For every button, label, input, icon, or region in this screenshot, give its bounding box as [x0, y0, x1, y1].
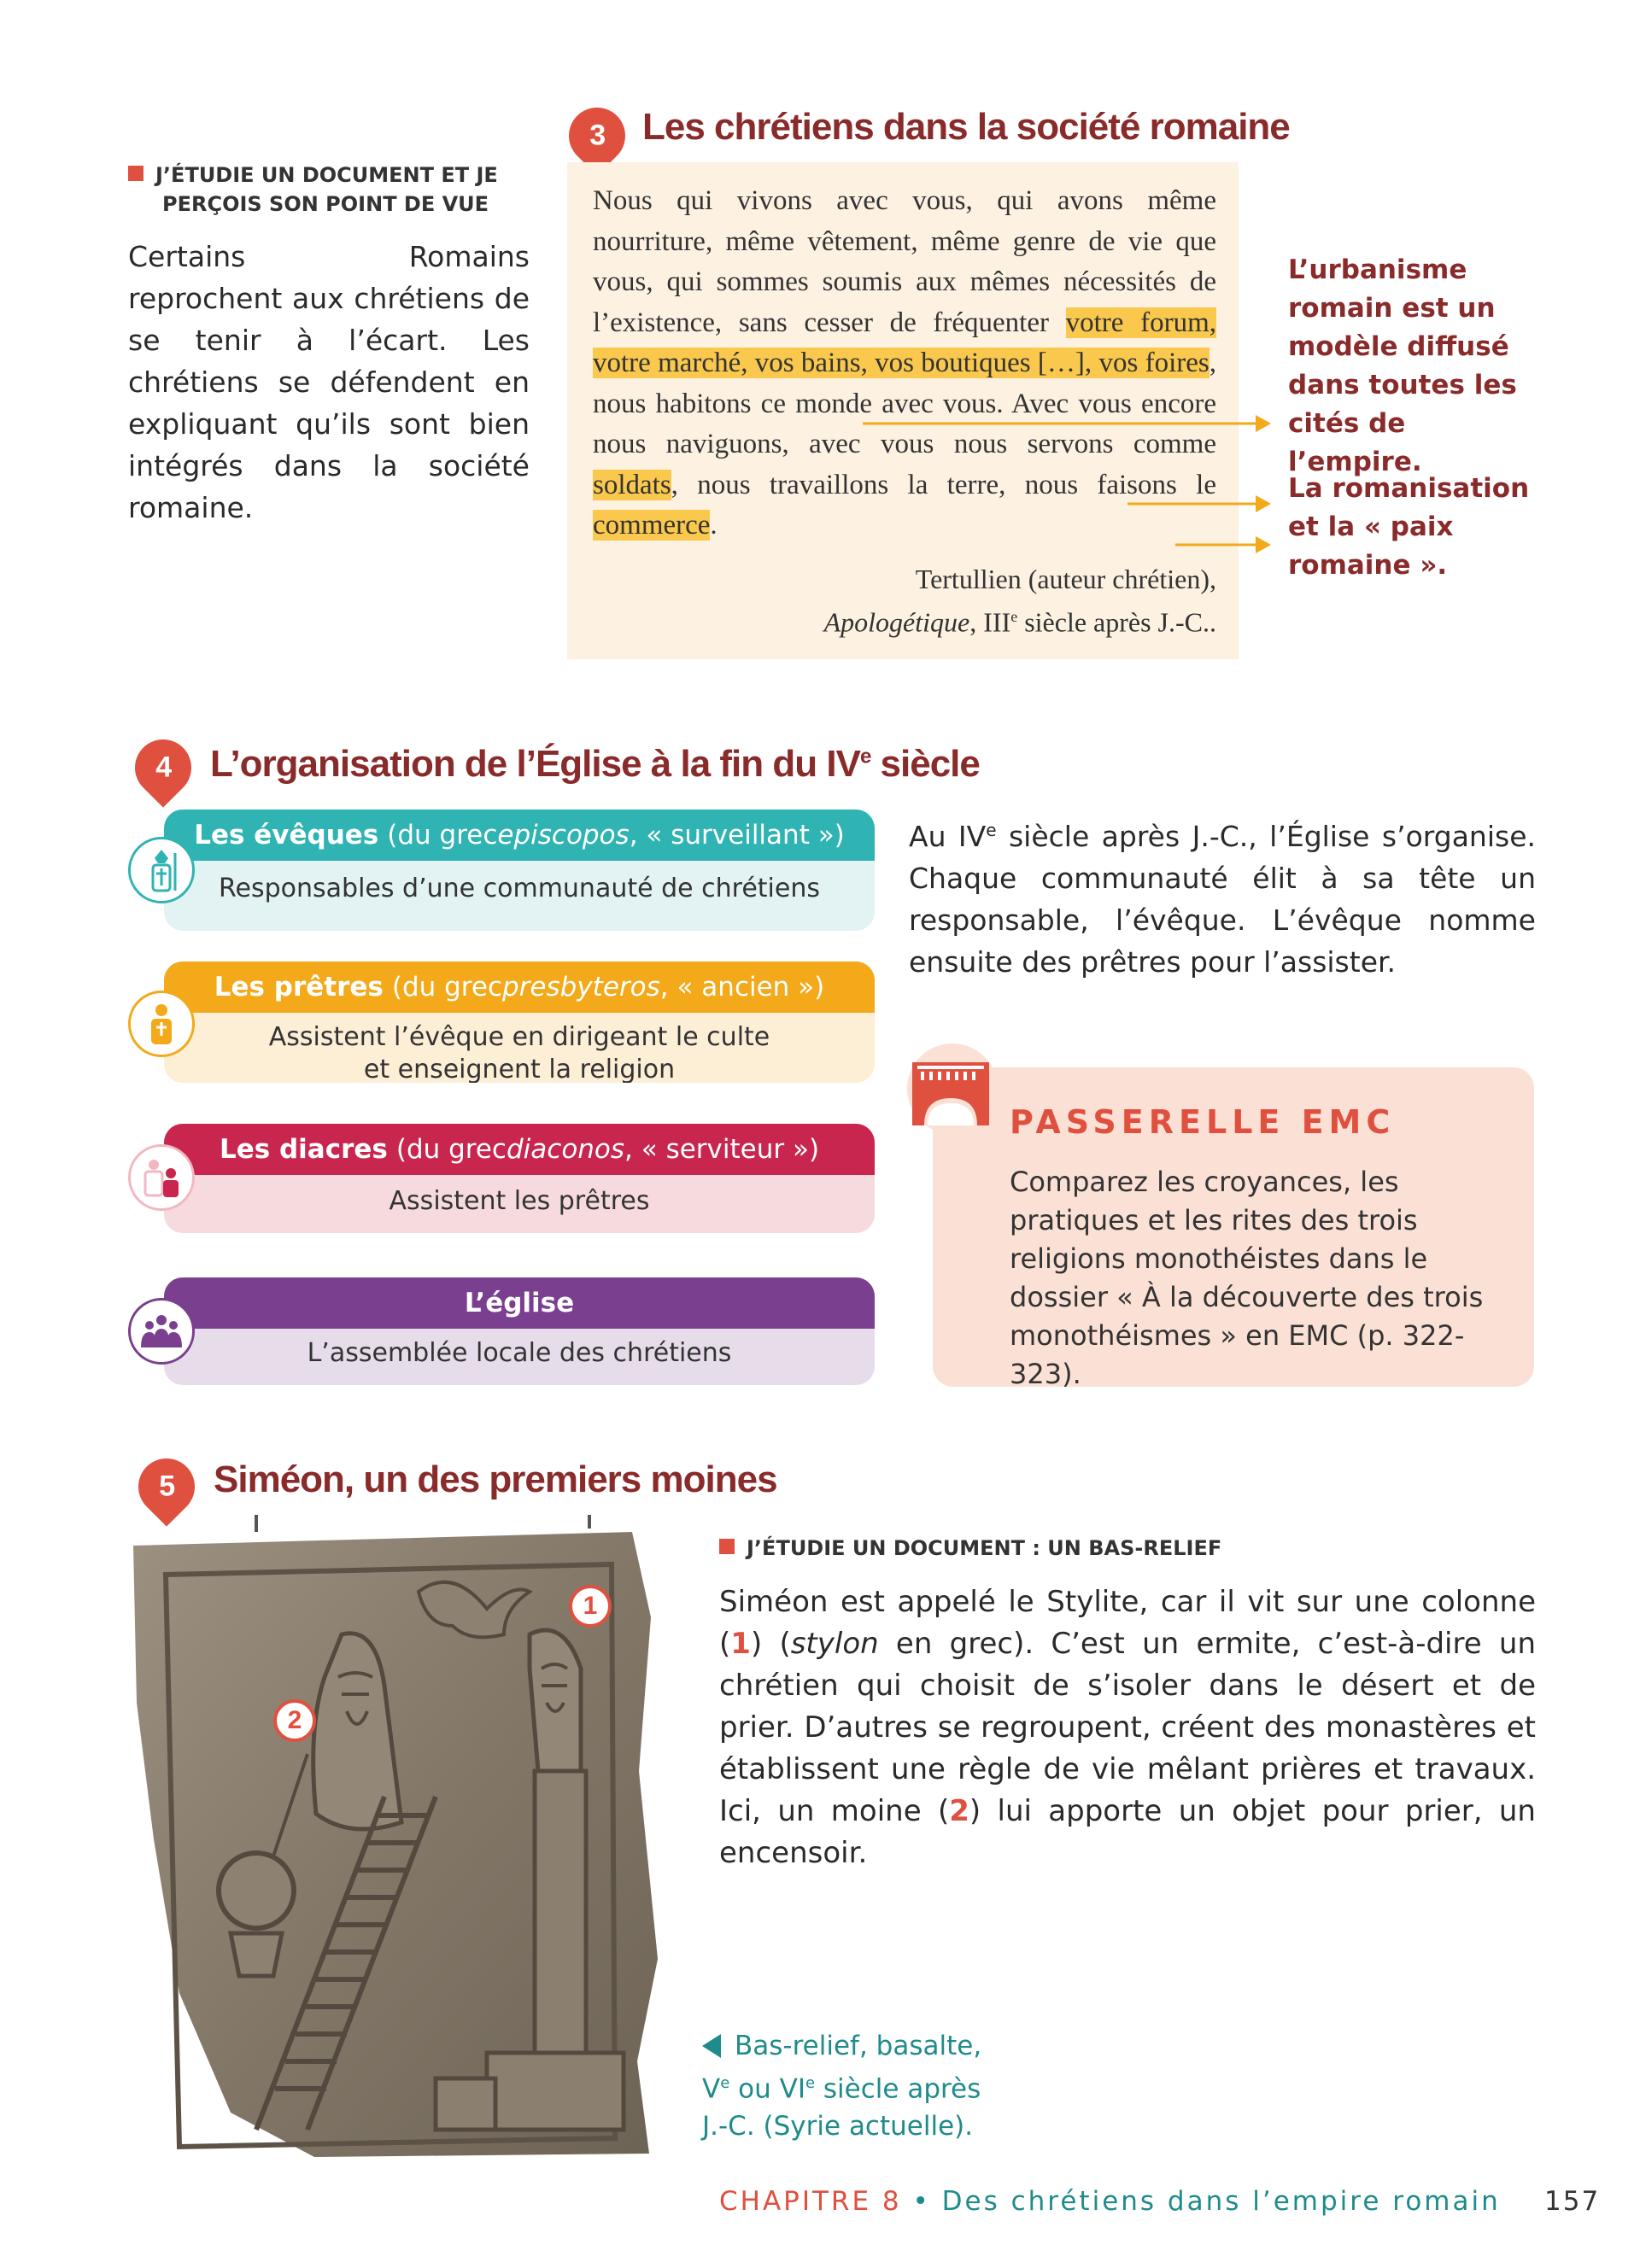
note-urbanisme: L’urbanisme romain est un modèle diffusé dans toutes les cités de l’empire. — [1288, 254, 1517, 477]
card-diacres: Les diacres (du grec diaconos , « serviteur ») Assistent les prêtres — [164, 1124, 875, 1233]
bridge-icon — [907, 1043, 998, 1134]
section-5-title: Siméon, un des premiers moines — [214, 1458, 777, 1500]
section-3-intro: Certains Romains reprochent aux chrétiens de se tenir à l’écart. Les chrétiens se défendent en expliquant qu’ils sont bien intégrés dans la société romaine. — [128, 240, 530, 524]
image-caption: Bas-relief, basalte, Ve ou VIe siècle après J.-C. (Syrie actuelle). — [702, 2031, 982, 2142]
passerelle-emc-box — [933, 1067, 1534, 1390]
assembly-icon — [128, 1298, 195, 1365]
badge-1: 1 — [569, 1585, 612, 1628]
bishop-icon — [128, 837, 195, 903]
section-5-marker: 5 — [126, 1447, 206, 1526]
highlight-forum: votre forum, votre marché, vos bains, vos boutiques […], vos foires — [593, 307, 1216, 378]
priest-icon — [128, 991, 195, 1057]
section-5-study-header: J’ÉTUDIE UN DOCUMENT : UN BAS-RELIEF — [719, 1534, 1221, 1563]
card-eveques: Les évêques (du grec episcopos , « surveillant ») Responsables d’une communauté de chrétiens — [164, 810, 875, 931]
section-5-text: Siméon est appelé le Stylite, car il vit sur une colonne (1) (stylon en grec). C’est un ermite, c’est-à-dire un chrétien qui choisit de s’isoler dans le désert et de prier. D’autres se regroupent, créent des monastères et établissent une règle de vie mêlant prières et travaux. Ici, un moine (2) lui apporte un objet pour prier, un encensoir. — [719, 1585, 1536, 1870]
deacon-icon — [128, 1144, 195, 1211]
passerelle-title: PASSERELLE EMC — [1010, 1103, 1396, 1141]
page-number: 157 — [1544, 2186, 1601, 2217]
quote-text: Nous qui vivons avec vous, qui avons même nourriture, même vêtement, même genre de vie que vous, qui sommes soumis aux mêmes nécessités de l’existence, sans cesser de fréquenter votre forum, votre marché, vos bains, vos boutiques […], vos foires, nous habitons ce monde avec vous. Avec vous encore nous naviguons, avec vous nous servons comme soldats, nous travaillons la terre, nous faisons le commerce. — [593, 185, 1216, 541]
badge-2: 2 — [273, 1699, 316, 1742]
caption-pointer-icon — [702, 2034, 721, 2058]
page-footer: CHAPITRE 8 • Des chrétiens dans l’empire romain — [719, 2186, 1501, 2217]
section-3-title: Les chrétiens dans la société romaine — [642, 106, 1290, 148]
passerelle-text: Comparez les croyances, les pratiques et les rites des trois religions monothéistes dans le dossier « À la découverte des trois monothéismes » en EMC (p. 322-323). — [1010, 1166, 1484, 1390]
section-4-title: L’organisation de l’Église à la fin du IVe siècle — [210, 743, 980, 785]
highlight-soldats: soldats — [593, 469, 671, 500]
section-4-text: Au IVe siècle après J.-C., l’Église s’organise. Chaque communauté élit à sa tête un responsable, l’évêque. L’évêque nomme ensuite des prêtres pour l’assister. — [909, 820, 1536, 979]
card-pretres: Les prêtres (du grec presbyteros , « ancien ») Assistent l’évêque en dirigeant le culte et enseignent la religion — [164, 962, 875, 1083]
highlight-commerce: commerce — [593, 510, 711, 541]
square-bullet-icon — [719, 1539, 735, 1554]
note-romanisation: La romanisation et la « paix romaine ». — [1288, 473, 1530, 581]
card-eglise: L’église L’assemblée locale des chrétiens — [164, 1277, 875, 1385]
section-4-marker: 4 — [123, 728, 202, 807]
quote-source: Tertullien (auteur chrétien), Apologétique, IIIe siècle après J.-C.. — [823, 564, 1216, 638]
section-3-study-header: J’ÉTUDIE UN DOCUMENT ET JE PERÇOIS SON POINT DE VUE — [128, 161, 498, 219]
section-3-marker: 3 — [557, 96, 636, 175]
